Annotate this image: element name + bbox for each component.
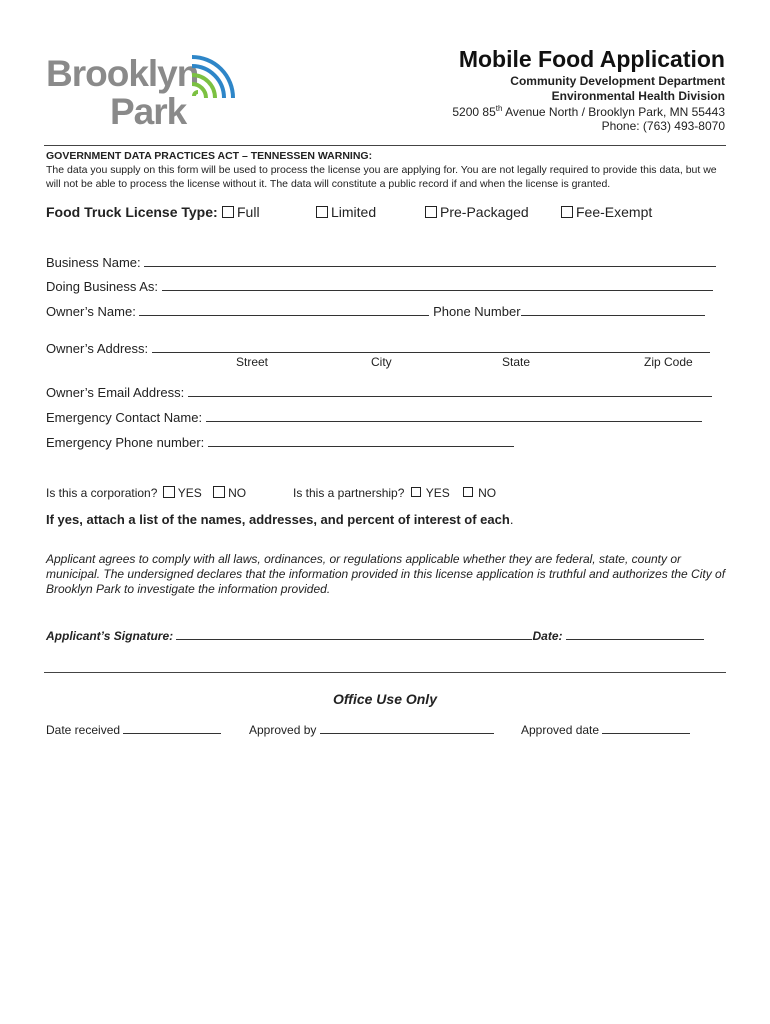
- license-option-full[interactable]: Full: [222, 204, 260, 220]
- date-received-row: Date received: [46, 721, 221, 737]
- office-address: 5200 85th Avenue North / Brooklyn Park, MN 55443: [452, 104, 725, 119]
- emergency-phone-field[interactable]: [208, 434, 514, 447]
- business-name-label: Business Name:: [46, 255, 141, 270]
- owner-address-row: [46, 340, 710, 356]
- dba-label: Doing Business As:: [46, 279, 159, 294]
- phone-number-field[interactable]: [521, 303, 705, 316]
- signature-date-label: Date:: [532, 629, 563, 643]
- signature-row: [46, 627, 704, 643]
- attach-note: If yes, attach a list of the names, addresses, and percent of interest of each.: [46, 512, 514, 527]
- partnership-no-checkbox[interactable]: [463, 487, 473, 497]
- office-use-title: Office Use Only: [332, 691, 437, 707]
- emergency-name-row: [46, 409, 702, 425]
- approved-date-row: Approved date: [521, 721, 690, 737]
- phone-number-label: Phone Number: [433, 304, 521, 319]
- owner-email-label: Owner’s Email Address:: [46, 385, 185, 400]
- zip-caption: Zip Code: [644, 355, 693, 369]
- data-practices-text: The data you supply on this form will be used to process the license you are applying for. You are not legally required to provide this data, but we will not be able to process the license without it. The data will constitute a public record if and when the license is granted.: [46, 164, 717, 190]
- data-practices-heading: GOVERNMENT DATA PRACTICES ACT – TENNESSEN WARNING:: [46, 150, 373, 162]
- owner-address-label: Owner’s Address:: [46, 341, 149, 356]
- partnership-yes-checkbox[interactable]: [411, 487, 421, 497]
- corporation-question: Is this a corporation? YES NO: [46, 486, 247, 500]
- owner-email-field[interactable]: [188, 384, 712, 397]
- emergency-phone-label: Emergency Phone number:: [46, 435, 205, 450]
- license-type-label: Food Truck License Type:: [46, 204, 218, 220]
- emergency-name-field[interactable]: [206, 409, 702, 422]
- signature-date-field[interactable]: [566, 627, 704, 640]
- business-name-field[interactable]: [144, 254, 716, 267]
- license-option-fee-exempt[interactable]: Fee-Exempt: [561, 204, 652, 220]
- corporation-yes-checkbox[interactable]: [163, 486, 175, 498]
- approved-by-row: Approved by: [249, 721, 494, 737]
- brooklyn-park-logo: [46, 54, 236, 134]
- dba-field[interactable]: [162, 278, 713, 291]
- office-phone: Phone: (763) 493-8070: [601, 119, 725, 133]
- business-name-row: [46, 254, 716, 270]
- agreement-text: Applicant agrees to comply with all laws, ordinances, or regulations applicable whether they are federal, state, county or municipal. The undersigned declares that the information provided in this license application is truthful and authorizes the City of Brooklyn Park to investigate the information provided.: [46, 552, 726, 596]
- form-title: Mobile Food Application: [458, 46, 725, 72]
- emergency-name-label: Emergency Contact Name:: [46, 410, 203, 425]
- owner-name-field[interactable]: [139, 303, 429, 316]
- checkbox[interactable]: [316, 206, 328, 218]
- emergency-phone-row: [46, 434, 514, 450]
- department-name: Community Development Department: [510, 74, 725, 88]
- license-option-limited[interactable]: Limited: [316, 204, 376, 220]
- corporation-no-checkbox[interactable]: [213, 486, 225, 498]
- license-option-prepackaged[interactable]: Pre-Packaged: [425, 204, 529, 220]
- division-name: Environmental Health Division: [551, 89, 725, 103]
- street-caption: Street: [236, 355, 269, 369]
- owner-name-label: Owner’s Name:: [46, 304, 136, 319]
- state-caption: State: [502, 355, 531, 369]
- checkbox[interactable]: [561, 206, 573, 218]
- approved-by-field[interactable]: [320, 721, 494, 734]
- logo-word-brooklyn: Brooklyn: [46, 53, 199, 94]
- logo-word-park: Park: [110, 91, 187, 132]
- signature-label: Applicant’s Signature:: [46, 629, 174, 643]
- date-received-field[interactable]: [123, 721, 221, 734]
- city-caption: City: [371, 355, 392, 369]
- partnership-question: Is this a partnership? YES NO: [293, 486, 497, 500]
- office-divider: [44, 672, 726, 673]
- approved-date-field[interactable]: [602, 721, 690, 734]
- signature-field[interactable]: [176, 627, 532, 640]
- wifi-waves-icon: [188, 54, 236, 102]
- checkbox[interactable]: [222, 206, 234, 218]
- owner-name-row: [46, 303, 705, 319]
- dba-row: [46, 278, 713, 294]
- header-divider: [44, 145, 726, 146]
- owner-address-field[interactable]: [152, 340, 710, 353]
- owner-email-row: [46, 384, 712, 400]
- checkbox[interactable]: [425, 206, 437, 218]
